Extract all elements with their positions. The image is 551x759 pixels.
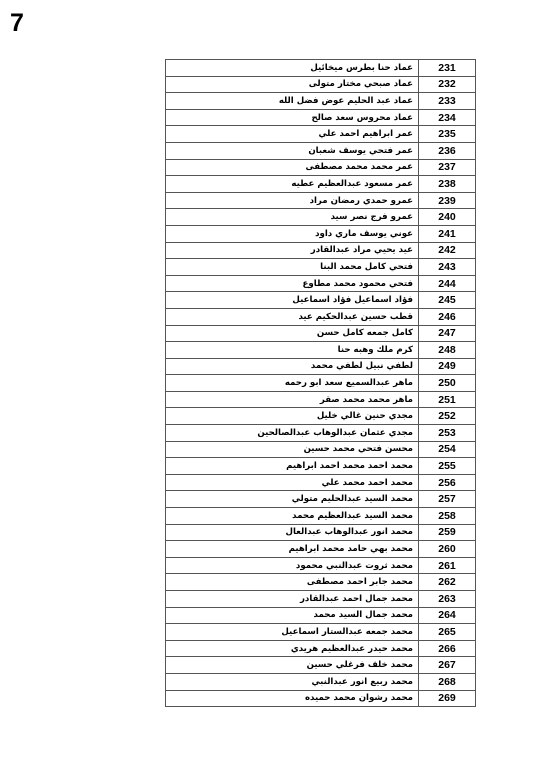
number-cell: 257	[419, 491, 476, 508]
table-row	[166, 591, 476, 608]
name-cell: عمرو حمدي رمضان مراد	[166, 192, 419, 209]
table-row	[166, 192, 476, 209]
number-cell: 250	[419, 375, 476, 392]
number-cell: 258	[419, 508, 476, 525]
table-row	[166, 76, 476, 93]
name-cell: محمد خلف فرغلي حسين	[166, 657, 419, 674]
name-cell: محمد جمعه عبدالستار اسماعيل	[166, 624, 419, 641]
number-cell: 247	[419, 325, 476, 342]
table-row	[166, 541, 476, 558]
table-row	[166, 607, 476, 624]
number-cell: 255	[419, 458, 476, 475]
number-cell: 252	[419, 408, 476, 425]
number-cell: 266	[419, 640, 476, 657]
name-cell: محمد انور عبدالوهاب عبدالعال	[166, 524, 419, 541]
number-cell: 249	[419, 358, 476, 375]
table-row	[166, 308, 476, 325]
table-row	[166, 109, 476, 126]
table-row	[166, 242, 476, 259]
number-cell: 269	[419, 690, 476, 707]
number-cell: 254	[419, 441, 476, 458]
number-cell: 242	[419, 242, 476, 259]
number-cell: 237	[419, 159, 476, 176]
names-table	[165, 59, 476, 707]
table-row	[166, 93, 476, 110]
name-cell: محمد احمد محمد احمد ابراهيم	[166, 458, 419, 475]
number-cell: 246	[419, 308, 476, 325]
number-cell: 238	[419, 176, 476, 193]
number-cell: 261	[419, 557, 476, 574]
number-cell: 253	[419, 425, 476, 442]
name-cell: عمر محمد محمد مصطفى	[166, 159, 419, 176]
table-row	[166, 60, 476, 77]
name-cell: فتحي كامل محمد البنا	[166, 259, 419, 276]
table-row	[166, 574, 476, 591]
name-cell: محسن فتحي محمد حسين	[166, 441, 419, 458]
table-row	[166, 624, 476, 641]
name-cell: محمد جمال السيد محمد	[166, 607, 419, 624]
name-cell: عيد يحيي مراد عبدالقادر	[166, 242, 419, 259]
name-cell: عمر مسعود عبدالعظيم عطيه	[166, 176, 419, 193]
table-row	[166, 690, 476, 707]
name-cell: مجدي حنين غالي خليل	[166, 408, 419, 425]
number-cell: 233	[419, 93, 476, 110]
table-row	[166, 126, 476, 143]
name-cell: محمد احمد محمد علي	[166, 474, 419, 491]
number-cell: 256	[419, 474, 476, 491]
name-cell: ماهر محمد محمد صقر	[166, 391, 419, 408]
table-row	[166, 375, 476, 392]
table-row	[166, 358, 476, 375]
name-cell: عماد محروس سعد صالح	[166, 109, 419, 126]
name-cell: محمد السيد عبدالعظيم محمد	[166, 508, 419, 525]
table-row	[166, 142, 476, 159]
name-cell: محمد بهي حامد محمد ابراهيم	[166, 541, 419, 558]
number-cell: 231	[419, 60, 476, 77]
table-row	[166, 474, 476, 491]
name-cell: عماد حنا بطرس ميخائيل	[166, 60, 419, 77]
number-cell: 265	[419, 624, 476, 641]
name-cell: لطفي نبيل لطفي محمد	[166, 358, 419, 375]
table-row	[166, 557, 476, 574]
table-row	[166, 159, 476, 176]
table-row	[166, 441, 476, 458]
number-cell: 241	[419, 225, 476, 242]
table-row	[166, 425, 476, 442]
number-cell: 264	[419, 607, 476, 624]
name-cell: عوني يوسف ماري داود	[166, 225, 419, 242]
name-cell: محمد ثروت عبدالنبي محمود	[166, 557, 419, 574]
number-cell: 239	[419, 192, 476, 209]
name-cell: عمرو فرج نصر سيد	[166, 209, 419, 226]
name-cell: فؤاد اسماعيل فؤاد اسماعيل	[166, 292, 419, 309]
table-row	[166, 176, 476, 193]
table-row	[166, 524, 476, 541]
table-row	[166, 275, 476, 292]
number-cell: 260	[419, 541, 476, 558]
table-row	[166, 408, 476, 425]
number-cell: 245	[419, 292, 476, 309]
table-row	[166, 391, 476, 408]
name-cell: محمد رشوان محمد حميده	[166, 690, 419, 707]
number-cell: 251	[419, 391, 476, 408]
table-row	[166, 508, 476, 525]
number-cell: 263	[419, 591, 476, 608]
name-cell: قطب حسين عبدالحكيم عيد	[166, 308, 419, 325]
number-cell: 244	[419, 275, 476, 292]
name-cell: محمد حيدر عبدالعظيم هريدي	[166, 640, 419, 657]
name-cell: مجدي عثمان عبدالوهاب عبدالصالحين	[166, 425, 419, 442]
table-row	[166, 657, 476, 674]
name-cell: ماهر عبدالسميع سعد ابو رحمه	[166, 375, 419, 392]
table-row	[166, 259, 476, 276]
number-cell: 243	[419, 259, 476, 276]
name-cell: محمد جمال احمد عبدالقادر	[166, 591, 419, 608]
table-row	[166, 225, 476, 242]
table-row	[166, 342, 476, 359]
table-row	[166, 292, 476, 309]
page-number: 7	[10, 9, 24, 37]
table-row	[166, 209, 476, 226]
name-cell: فتحي محمود محمد مطاوع	[166, 275, 419, 292]
table-row	[166, 458, 476, 475]
name-cell: محمد السيد عبدالحليم متولي	[166, 491, 419, 508]
number-cell: 262	[419, 574, 476, 591]
table-row	[166, 640, 476, 657]
name-cell: محمد ربيع انور عبدالنبي	[166, 673, 419, 690]
number-cell: 236	[419, 142, 476, 159]
table-row	[166, 491, 476, 508]
name-cell: عمر ابراهيم احمد علي	[166, 126, 419, 143]
name-cell: عماد عبد الحليم عوض فضل الله	[166, 93, 419, 110]
number-cell: 240	[419, 209, 476, 226]
table-row	[166, 325, 476, 342]
number-cell: 268	[419, 673, 476, 690]
number-cell: 259	[419, 524, 476, 541]
table-row	[166, 673, 476, 690]
number-cell: 234	[419, 109, 476, 126]
name-cell: عماد صبحي مختار متولى	[166, 76, 419, 93]
name-cell: كامل جمعه كامل حسن	[166, 325, 419, 342]
name-cell: عمر فتحي يوسف شعبان	[166, 142, 419, 159]
name-cell: كرم ملك وهبه حنا	[166, 342, 419, 359]
number-cell: 248	[419, 342, 476, 359]
number-cell: 267	[419, 657, 476, 674]
name-cell: محمد جابر احمد مصطفى	[166, 574, 419, 591]
number-cell: 232	[419, 76, 476, 93]
names-table-body	[166, 60, 476, 707]
number-cell: 235	[419, 126, 476, 143]
